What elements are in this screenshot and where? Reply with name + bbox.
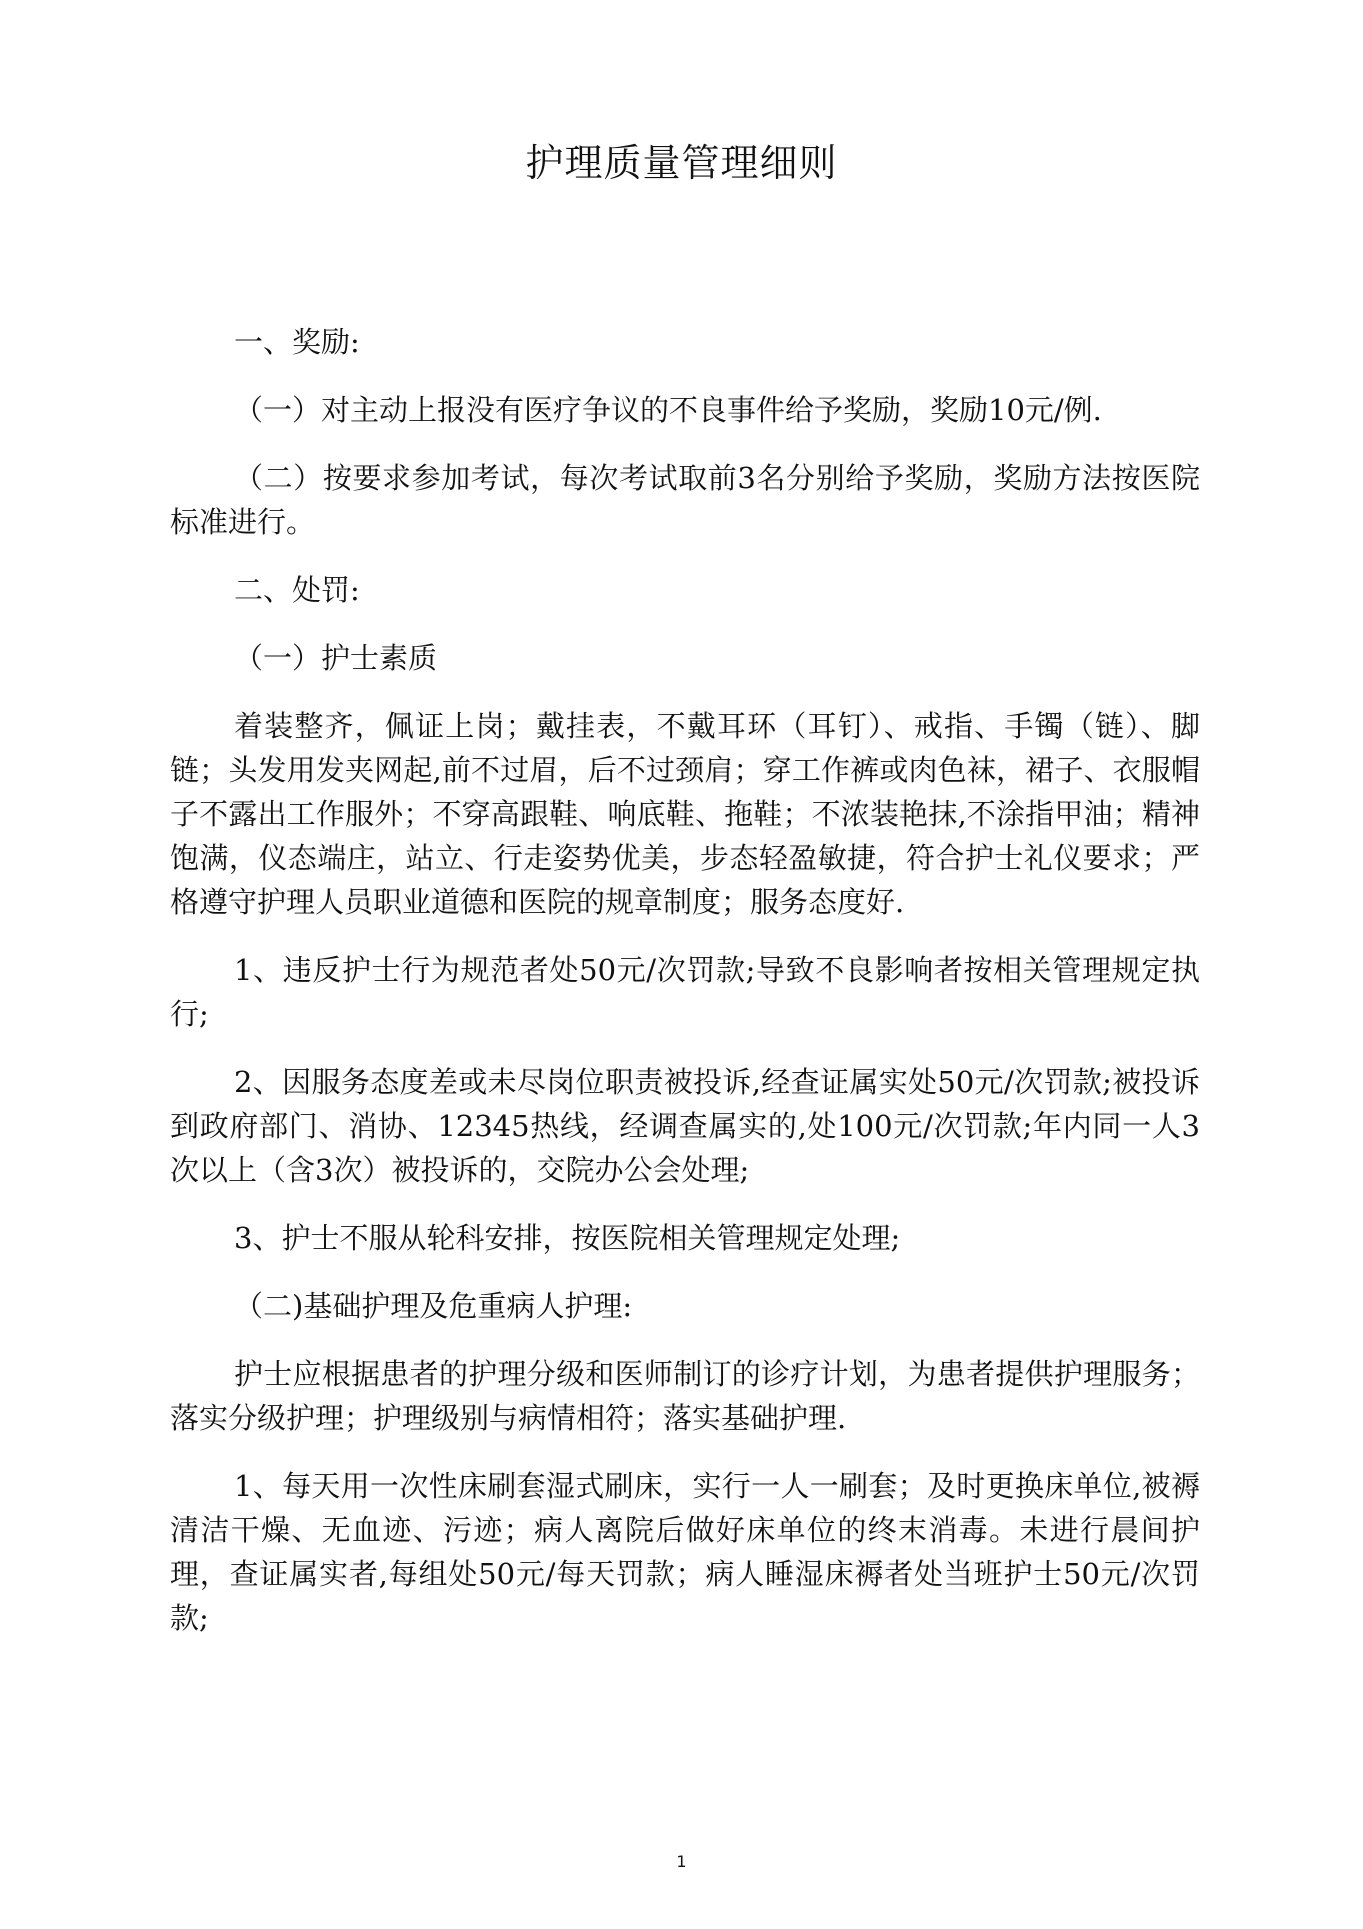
paragraph-penalty-item-2: 2、因服务态度差或未尽岗位职责被投诉,经查证属实处50元/次罚款;被投诉到政府部门、消协、12345热线，经调查属实的,处100元/次罚款;年内同一人3次以上（含3次）被投诉的，交院办公会处理; <box>170 1065 1200 1187</box>
paragraph-basic-care-intro: 护士应根据患者的护理分级和医师制订的诊疗计划，为患者提供护理服务；落实分级护理；护理级别与病情相符；落实基础护理. <box>170 1357 1200 1435</box>
document-title: 护理质量管理细则 <box>525 141 838 185</box>
page-number: 1 <box>676 1852 687 1871</box>
paragraph-reward-2: （二）按要求参加考试，每次考试取前3名分别给予奖励，奖励方法按医院标准进行。 <box>170 461 1200 539</box>
paragraph-penalty-item-3: 3、护士不服从轮科安排，按医院相关管理规定处理; <box>234 1221 901 1255</box>
paragraph-basic-care-heading: （二)基础护理及危重病人护理: <box>234 1289 633 1323</box>
paragraph-reward-heading: 一、奖励: <box>234 325 360 359</box>
paragraph-nurse-quality-heading: （一）护士素质 <box>234 641 438 675</box>
paragraph-penalty-heading: 二、处罚: <box>234 573 360 607</box>
paragraph-reward-1: （一）对主动上报没有医疗争议的不良事件给予奖励，奖励10元/例. <box>234 393 1102 427</box>
paragraph-penalty-item-1: 1、违反护士行为规范者处50元/次罚款;导致不良影响者按相关管理规定执行; <box>170 953 1200 1031</box>
document-body <box>170 320 1200 1640</box>
paragraph-dress-code: 着装整齐，佩证上岗；戴挂表，不戴耳环（耳钉）、戒指、手镯（链）、脚链；头发用发夹网起,前不过眉，后不过颈肩；穿工作裤或肉色袜，裙子、衣服帽子不露出工作服外；不穿高跟鞋、响底鞋、拖鞋；不浓装艳抹,不涂指甲油；精神饱满，仪态端庄，站立、行走姿势优美，步态轻盈敏捷，符合护士礼仪要求；严格遵守护理人员职业道德和医院的规章制度；服务态度好. <box>170 709 1200 919</box>
paragraph-basic-care-item-1: 1、每天用一次性床刷套湿式刷床，实行一人一刷套；及时更换床单位,被褥清洁干燥、无血迹、污迹；病人离院后做好床单位的终末消毒。未进行晨间护理，查证属实者,每组处50元/每天罚款；病人睡湿床褥者处当班护士50元/次罚款; <box>170 1469 1200 1635</box>
